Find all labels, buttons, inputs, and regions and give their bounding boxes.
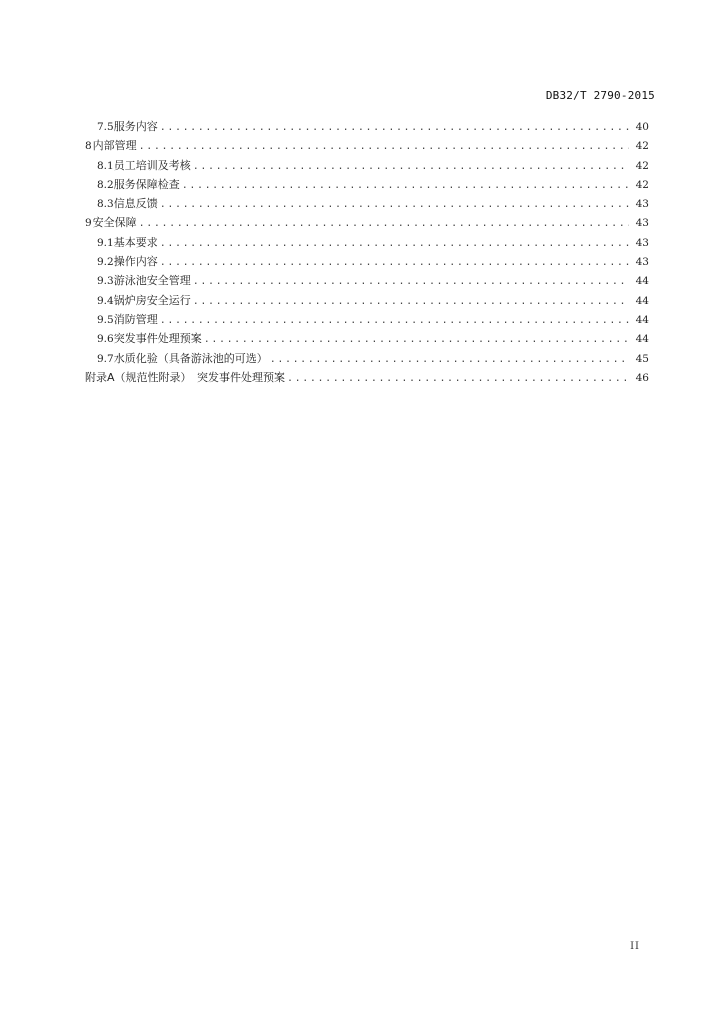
toc-entry-page: 40 bbox=[635, 121, 649, 133]
toc-entry[interactable] bbox=[85, 136, 649, 155]
toc-entry-title: 操作内容 bbox=[113, 255, 158, 269]
toc-entry-page: 44 bbox=[635, 333, 649, 346]
toc-entry[interactable] bbox=[85, 271, 649, 290]
toc-entry[interactable] bbox=[85, 329, 649, 348]
toc-entry-page: 46 bbox=[635, 371, 649, 384]
toc-entry[interactable] bbox=[85, 349, 649, 368]
toc-entry-title: 员工培训及考核 bbox=[113, 158, 191, 172]
toc-entry[interactable] bbox=[85, 175, 649, 194]
toc-leader-dots bbox=[139, 137, 629, 156]
toc-entry[interactable] bbox=[85, 291, 649, 310]
toc-entry-title: 服务保障检查 bbox=[113, 177, 180, 191]
toc-leader-dots bbox=[193, 292, 629, 311]
toc-entry[interactable] bbox=[85, 194, 649, 213]
toc-entry-number: 7.5 bbox=[97, 121, 114, 133]
toc-leader-dots bbox=[160, 118, 629, 137]
toc-leader-dots bbox=[160, 311, 629, 330]
toc-entry-page: 43 bbox=[635, 217, 649, 230]
toc-leader-dots bbox=[160, 253, 629, 272]
toc-entry-number: 8 bbox=[85, 140, 92, 153]
toc-entry-number: 9.6 bbox=[97, 333, 114, 346]
toc-entry[interactable] bbox=[85, 233, 649, 252]
toc-entry-number: 9.4 bbox=[97, 294, 114, 307]
toc-entry-page: 45 bbox=[635, 352, 649, 365]
toc-leader-dots bbox=[160, 234, 629, 253]
toc-entry[interactable] bbox=[85, 310, 649, 329]
toc-leader-dots bbox=[193, 157, 629, 176]
toc-entry-page: 44 bbox=[635, 294, 649, 307]
table-of-contents bbox=[85, 117, 649, 387]
toc-entry-page: 43 bbox=[635, 198, 649, 211]
toc-entry-title: 安全保障 bbox=[92, 216, 137, 230]
toc-entry[interactable] bbox=[85, 117, 649, 136]
toc-entry-title: 水质化验（具备游泳池的可选） bbox=[113, 351, 268, 365]
toc-entry-page: 42 bbox=[635, 178, 649, 191]
toc-entry[interactable] bbox=[85, 156, 649, 175]
toc-entry-number: 8.1 bbox=[97, 159, 114, 172]
toc-entry-title: 基本要求 bbox=[113, 235, 158, 249]
toc-entry-page: 42 bbox=[635, 159, 649, 172]
toc-entry-title: 游泳池安全管理 bbox=[113, 274, 191, 288]
toc-entry-appendix[interactable] bbox=[85, 368, 649, 387]
toc-entry-page: 44 bbox=[635, 313, 649, 326]
toc-leader-dots bbox=[182, 176, 629, 195]
toc-entry-page: 43 bbox=[635, 236, 649, 249]
toc-entry-number: 9.1 bbox=[97, 236, 114, 249]
toc-entry-title: 突发事件处理预案 bbox=[113, 332, 202, 346]
toc-leader-dots bbox=[287, 369, 629, 388]
toc-leader-dots bbox=[160, 195, 629, 214]
toc-entry-number: 8.2 bbox=[97, 178, 114, 191]
toc-entry-title: 消防管理 bbox=[113, 312, 158, 326]
toc-entry-number: 9.7 bbox=[97, 352, 114, 365]
toc-entry-page: 43 bbox=[635, 256, 649, 269]
toc-leader-dots bbox=[139, 214, 629, 233]
toc-entry[interactable] bbox=[85, 213, 649, 232]
toc-entry-title: 信息反馈 bbox=[113, 197, 158, 211]
toc-entry-title: 附录A（规范性附录） 突发事件处理预案 bbox=[85, 370, 286, 384]
toc-entry-number: 9.2 bbox=[97, 256, 114, 269]
toc-entry[interactable] bbox=[85, 252, 649, 271]
toc-leader-dots bbox=[270, 350, 629, 369]
toc-entry-number: 8.3 bbox=[97, 198, 114, 211]
toc-entry-number: 9.5 bbox=[97, 313, 114, 326]
document-code: DB32/T 2790-2015 bbox=[545, 89, 655, 102]
page-number: II bbox=[630, 941, 640, 952]
toc-entry-number: 9.3 bbox=[97, 275, 114, 288]
toc-entry-page: 44 bbox=[635, 275, 649, 288]
toc-entry-title: 内部管理 bbox=[92, 139, 137, 153]
toc-entry-title: 锅炉房安全运行 bbox=[113, 293, 191, 307]
toc-entry-title: 服务内容 bbox=[113, 120, 158, 133]
toc-entry-page: 42 bbox=[635, 140, 649, 153]
toc-leader-dots bbox=[204, 330, 629, 349]
toc-entry-number: 9 bbox=[85, 217, 92, 230]
toc-leader-dots bbox=[193, 272, 629, 291]
